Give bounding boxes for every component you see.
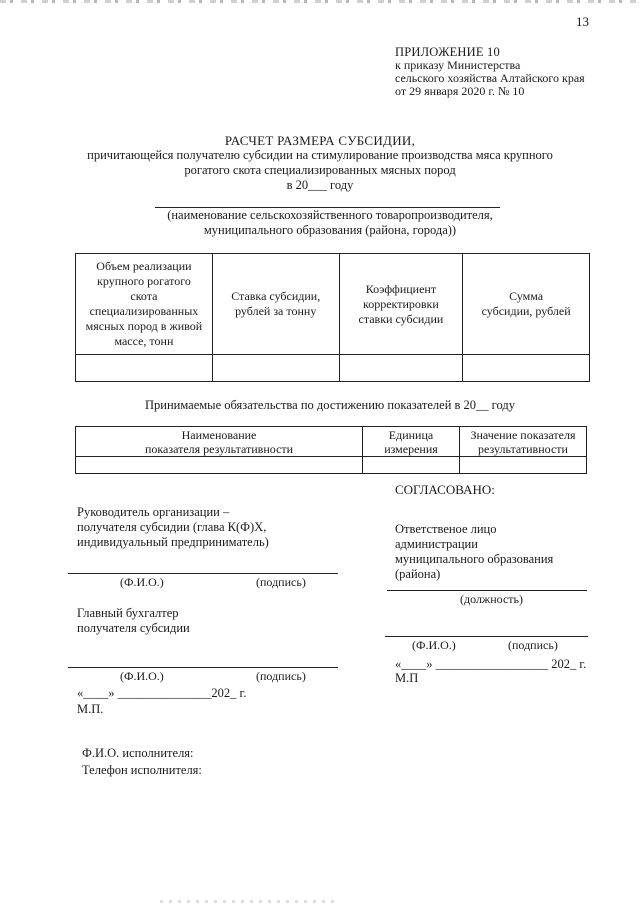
producer-caption-line: (наименование сельскохозяйственного товаропроизводителя, <box>167 208 493 222</box>
right-sign-caption: (подпись) <box>508 638 558 652</box>
table-row <box>76 457 587 474</box>
table-cell[interactable] <box>76 457 363 474</box>
left-fio-caption-2: (Ф.И.О.) <box>120 669 164 683</box>
document-title <box>60 133 580 193</box>
head-of-org-block: Руководитель организации – получателя субсидии (глава К(Ф)Х, индивидуальный предприниматель) <box>77 505 269 549</box>
table-header-cell: Единица измерения <box>363 427 460 457</box>
position-line <box>387 590 587 591</box>
table-row <box>76 355 590 382</box>
left-signature-line-2 <box>68 667 338 668</box>
right-date: «____» __________________ 202_ г. <box>395 657 587 671</box>
table-header-cell: Значение показателя результативности <box>460 427 587 457</box>
obligations-text: Принимаемые обязательства по достижению показателей в 20__ году <box>145 398 515 412</box>
executor-block <box>82 745 202 779</box>
title-line: причитающейся получателю субсидии на стимулирование производства мяса крупного <box>87 148 553 162</box>
title-year: в 20___ году <box>286 178 354 192</box>
table-header-row <box>76 427 587 457</box>
left-stamp: М.П. <box>77 702 104 716</box>
page-number: 13 <box>576 14 589 29</box>
appendix-line: сельского хозяйства Алтайского края <box>395 71 585 85</box>
left-sign-caption-1: (подпись) <box>256 575 306 589</box>
table-header-row <box>76 254 590 355</box>
table-header-cell: Наименование показателя результативности <box>76 427 363 457</box>
table-cell[interactable] <box>363 457 460 474</box>
responsible-person-block: Ответственое лицо администрации муниципального образования (района) <box>395 522 554 581</box>
appendix-heading: ПРИЛОЖЕНИЕ 10 <box>395 45 500 59</box>
title-line: рогатого скота специализированных мясных пород <box>184 163 456 177</box>
left-fio-caption-1: (Ф.И.О.) <box>120 575 164 589</box>
indicators-table <box>75 426 587 474</box>
right-signature-line <box>385 636 588 637</box>
accountant-block: Главный бухгалтер получателя субсидии <box>77 606 190 635</box>
table-header-cell: Коэффициент корректировки ставки субсидии <box>339 254 463 355</box>
table-cell[interactable] <box>339 355 463 382</box>
executor-fio: Ф.И.О. исполнителя: <box>82 746 194 760</box>
table-cell[interactable] <box>76 355 213 382</box>
scan-artifact-bottom <box>160 900 340 903</box>
table-cell[interactable] <box>463 355 590 382</box>
table-header-cell: Ставка субсидии, рублей за тонну <box>212 254 339 355</box>
table-cell[interactable] <box>212 355 339 382</box>
appendix-block <box>395 46 625 98</box>
subsidy-calc-table <box>75 253 590 382</box>
table-cell[interactable] <box>460 457 587 474</box>
left-date: «____» _______________202_ г. <box>77 686 247 700</box>
executor-phone: Телефон исполнителя: <box>82 763 202 777</box>
appendix-line: от 29 января 2020 г. № 10 <box>395 84 525 98</box>
right-stamp: М.П <box>395 671 419 685</box>
producer-caption <box>120 208 540 238</box>
table-header-cell: Сумма субсидии, рублей <box>463 254 590 355</box>
approved-label: СОГЛАСОВАНО: <box>395 482 495 497</box>
left-sign-caption-2: (подпись) <box>256 669 306 683</box>
right-fio-caption: (Ф.И.О.) <box>412 638 456 652</box>
position-caption: (должность) <box>460 592 523 606</box>
table-header-cell: Объем реализации крупного рогатого скота специализированных мясных пород в живой массе, тонн <box>76 254 213 355</box>
left-signature-line-1 <box>68 573 338 574</box>
producer-caption-line: муниципального образования (района, города)) <box>203 223 457 237</box>
scan-artifact-top <box>0 0 640 3</box>
appendix-line: к приказу Министерства <box>395 58 521 72</box>
title-main: РАСЧЕТ РАЗМЕРА СУБСИДИИ, <box>224 133 416 148</box>
